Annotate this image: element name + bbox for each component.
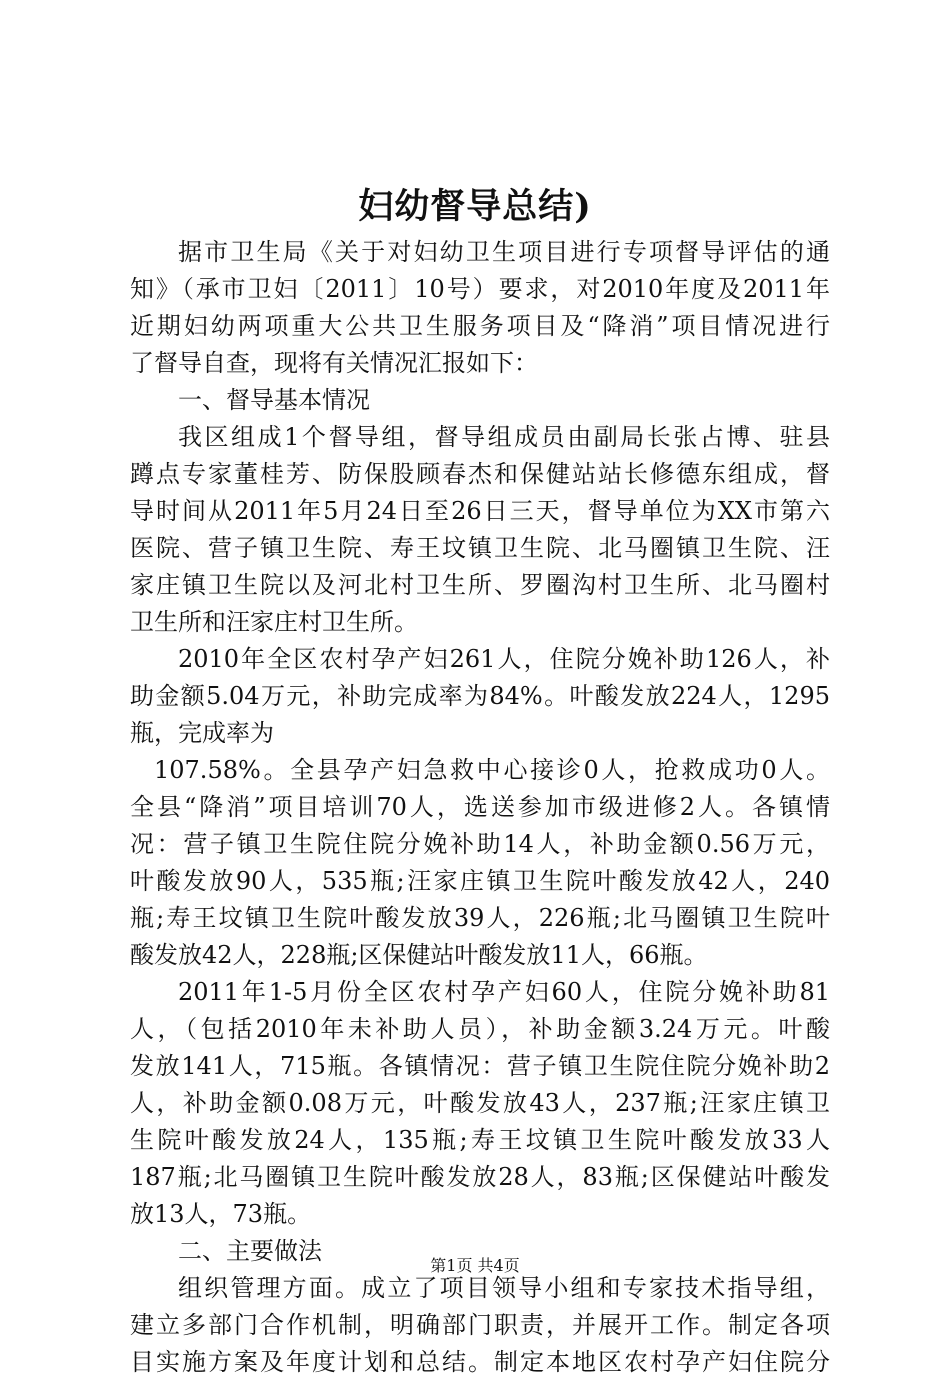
section-heading-2: 二、主要做法 (178, 1237, 322, 1265)
section-heading-1: 一、督导基本情况 (178, 386, 370, 414)
text-line: 我区组成1个督导组，督导组成员由副局长张占博、驻县 (178, 423, 830, 451)
text-line: 蹲点专家董桂芳、防保股顾春杰和保健站站长修德东组成，督 (130, 460, 830, 488)
text-line: 近期妇幼两项重大公共卫生服务项目及“降消”项目情况进行 (130, 312, 830, 340)
text-line: 发放141人，715瓶。各镇情况：营子镇卫生院住院分娩补助2 (130, 1052, 830, 1080)
text-line: 瓶;寿王坟镇卫生院叶酸发放39人，226瓶;北马圈镇卫生院叶 (130, 904, 830, 932)
text-line: 组织管理方面。成立了项目领导小组和专家技术指导组， (178, 1274, 830, 1302)
text-line: 医院、营子镇卫生院、寿王坟镇卫生院、北马圈镇卫生院、汪 (130, 534, 830, 562)
text-line: 叶酸发放90人，535瓶;汪家庄镇卫生院叶酸发放42人，240 (130, 867, 830, 895)
text-line: 建立多部门合作机制，明确部门职责，并展开工作。制定各项 (130, 1311, 830, 1339)
document-body (130, 234, 830, 1381)
text-line: 187瓶;北马圈镇卫生院叶酸发放28人，83瓶;区保健站叶酸发 (130, 1163, 830, 1191)
text-line: 人，（包括2010年未补助人员），补助金额3.24万元。叶酸 (130, 1015, 830, 1043)
text-line: 助金额5.04万元，补助完成率为84%。叶酸发放224人，1295 (130, 682, 830, 710)
text-line: 家庄镇卫生院以及河北村卫生所、罗圈沟村卫生所、北马圈村 (130, 571, 830, 599)
text-line: 2010年全区农村孕产妇261人，住院分娩补助126人，补 (178, 645, 830, 673)
document-title: 妇幼督导总结) (358, 186, 592, 227)
text-line: 卫生所和汪家庄村卫生所。 (130, 608, 418, 636)
text-line: 人，补助金额0.08万元，叶酸发放43人，237瓶;汪家庄镇卫 (130, 1089, 830, 1117)
text-line: 导时间从2011年5月24日至26日三天，督导单位为XX市第六 (130, 497, 830, 525)
text-line: 107.58%。全县孕产妇急救中心接诊0人，抢救成功0人。 (154, 756, 830, 784)
text-line: 生院叶酸发放24人，135瓶;寿王坟镇卫生院叶酸发放33人 (130, 1126, 830, 1154)
text-line: 知》（承市卫妇〔2011〕10号）要求，对2010年度及2011年 (130, 275, 830, 303)
text-line: 了督导自查，现将有关情况汇报如下： (130, 349, 538, 377)
page-footer: 第1页 共4页 (430, 1256, 520, 1275)
text-line: 全县“降消”项目培训70人，选送参加市级进修2人。各镇情 (130, 793, 830, 821)
text-line: 目实施方案及年度计划和总结。制定本地区农村孕产妇住院分 (130, 1348, 830, 1376)
text-line: 放13人，73瓶。 (130, 1200, 312, 1228)
text-line: 2011年1-5月份全区农村孕产妇60人，住院分娩补助81 (178, 978, 830, 1006)
text-line: 瓶，完成率为 (130, 719, 274, 747)
text-line: 况：营子镇卫生院住院分娩补助14人，补助金额0.56万元， (130, 830, 830, 858)
text-line: 据市卫生局《关于对妇幼卫生项目进行专项督导评估的通 (178, 238, 830, 266)
text-line: 酸发放42人，228瓶;区保健站叶酸发放11人，66瓶。 (130, 941, 708, 969)
